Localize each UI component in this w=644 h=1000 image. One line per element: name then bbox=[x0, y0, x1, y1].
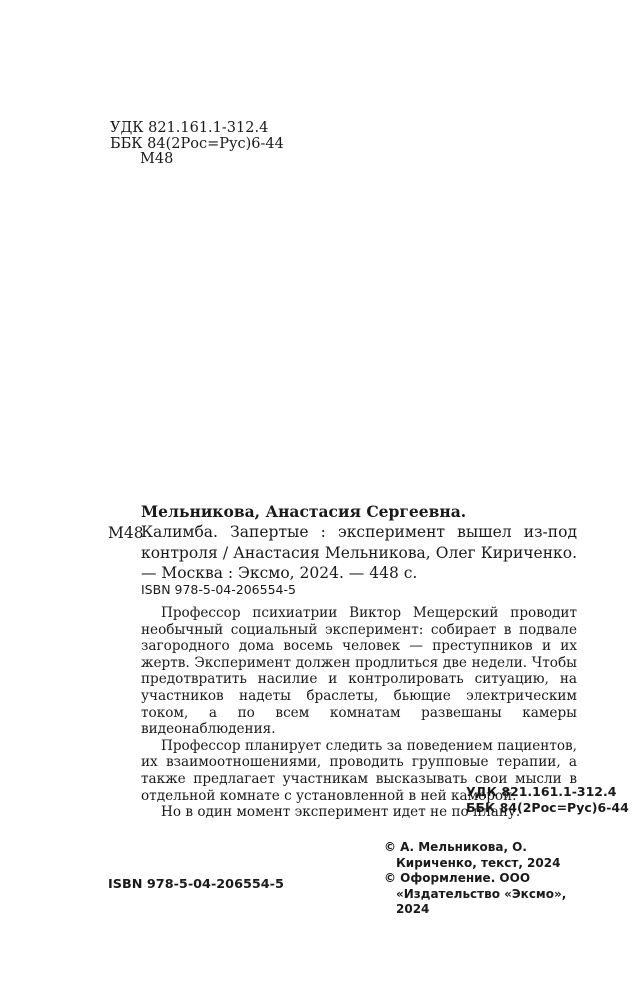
footer-classification bbox=[466, 784, 629, 816]
citation-text: Калимба. Запертые : эксперимент вышел из-под контроля / Анастасия Мельникова, Олег Кириченко. — Москва : Эксмо, 2024. — 448 с. bbox=[141, 523, 577, 582]
annotation-paragraph: Профессор планирует следить за поведением пациентов, их взаимоотношениями, проводить групповые терапии, а также предлагает участникам высказывать свои мысли в отдельной комнате с установленной в ней камерой. bbox=[141, 737, 577, 804]
classification-codes bbox=[110, 121, 284, 168]
copyright-design: © Оформление. ООО «Издательство «Эксмо», 2024 bbox=[384, 871, 567, 916]
bbk-code: ББК 84(2Рос=Рус)6-44 bbox=[110, 135, 284, 152]
annotation-paragraph: Профессор психиатрии Виктор Мещерский проводит необычный социальный эксперимент: собирает в подвале загородного дома восемь человек — преступников и их жертв. Эксперимент должен продлиться две недели. Чтобы предотвратить насилие и контролировать ситуацию, на участников надеты браслеты, бьющие электрическим током, а по всем комнатам развешаны камеры видеонаблюдения. bbox=[141, 605, 577, 738]
cutter-code: М48 bbox=[140, 151, 174, 167]
udk-code: УДК 821.161.1-312.4 bbox=[110, 120, 269, 136]
footer-bbk: ББК 84(2Рос=Рус)6-44 bbox=[466, 800, 629, 815]
annotation-paragraph: Но в один момент эксперимент идет не по плану. bbox=[161, 804, 521, 821]
bibliographic-citation bbox=[141, 522, 577, 584]
footer-udk: УДК 821.161.1-312.4 bbox=[466, 784, 617, 799]
isbn-footer: ISBN 978-5-04-206554-5 bbox=[108, 877, 284, 892]
copyright-text: © А. Мельникова, О. Кириченко, текст, 2024 bbox=[384, 840, 561, 870]
isbn-record: ISBN 978-5-04-206554-5 bbox=[141, 582, 296, 597]
author-heading: Мельникова, Анастасия Сергеевна. bbox=[141, 502, 467, 521]
copyright-block bbox=[384, 840, 584, 918]
cutter-mark: М48 bbox=[108, 524, 144, 542]
